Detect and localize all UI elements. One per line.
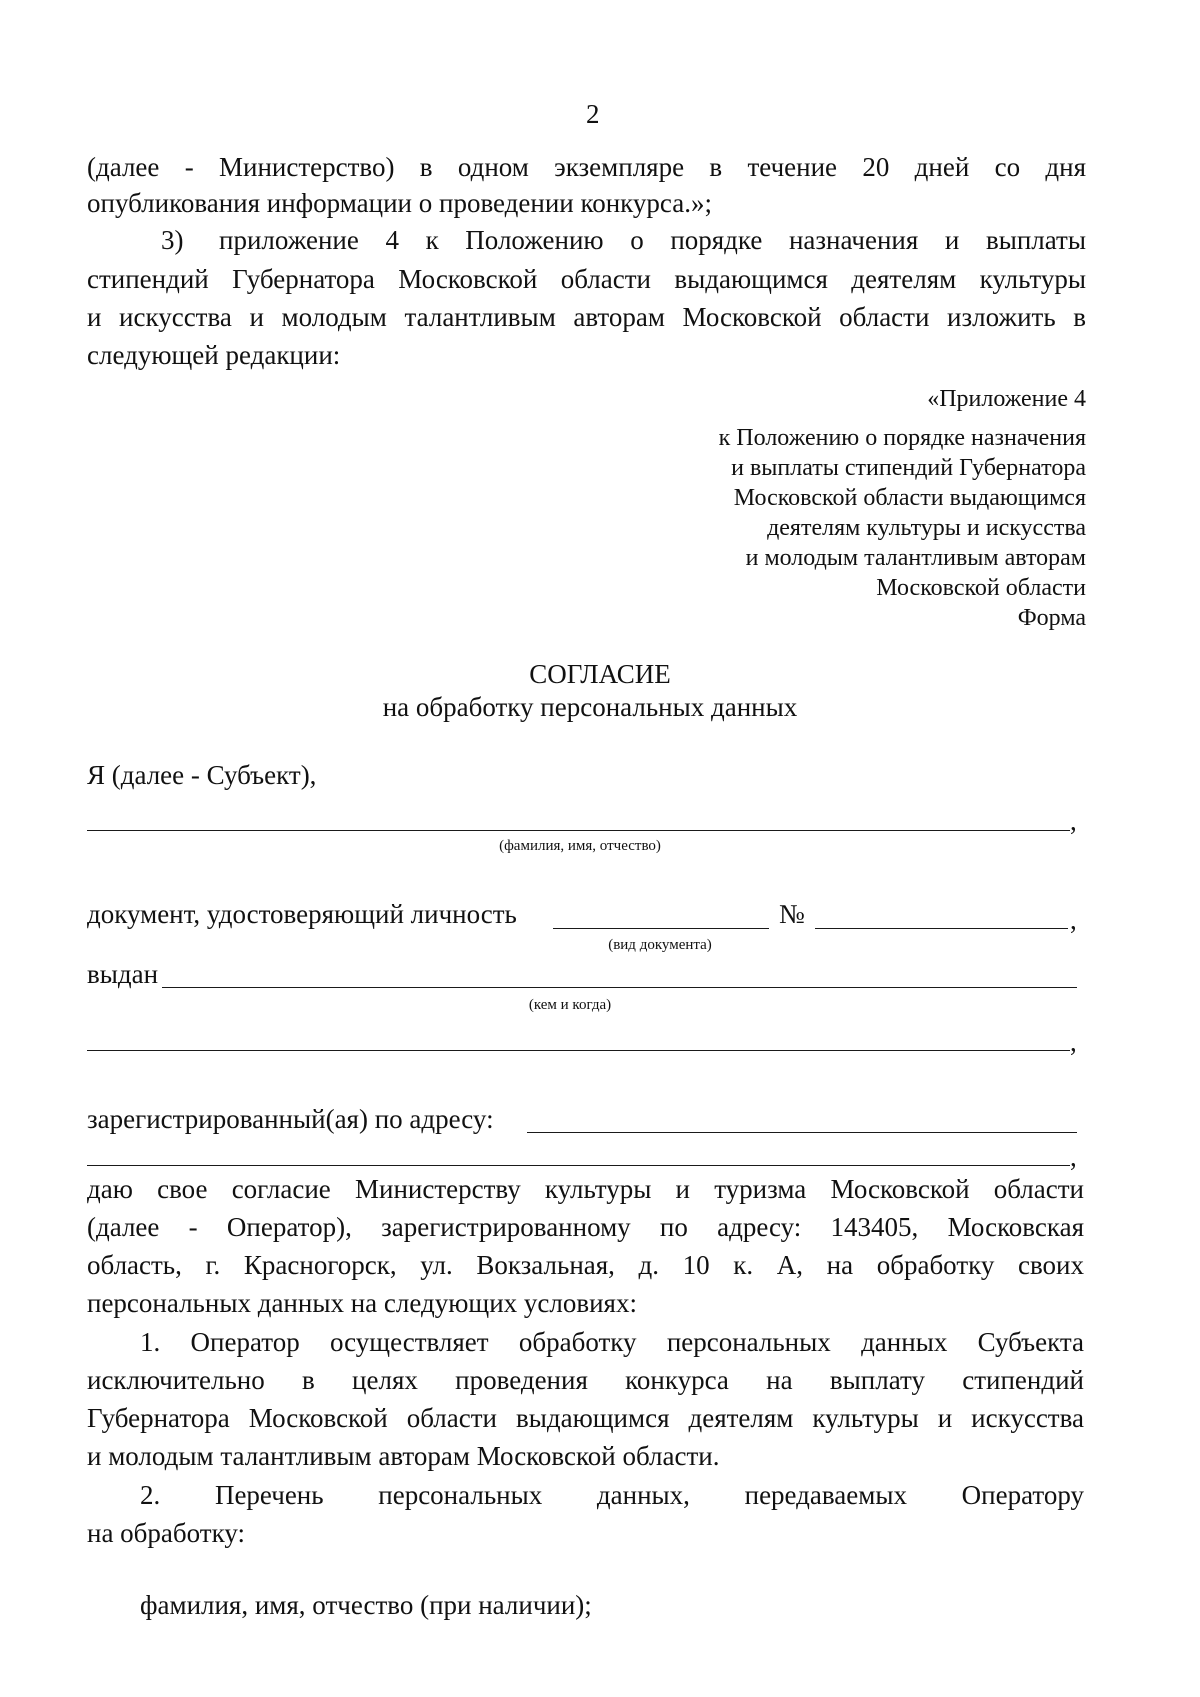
- number-sign: №: [779, 899, 805, 929]
- appendix-title: «Приложение 4: [927, 386, 1086, 412]
- fio-comma: ,: [1070, 806, 1077, 836]
- item3-number: 3): [161, 225, 184, 255]
- consent-line-3: область, г. Красногорск, ул. Вокзальная, д. 10 к. А, на обработку своих: [87, 1250, 1084, 1280]
- issued-line-2: [87, 1050, 1070, 1051]
- clause1-line-1: 1. Оператор осуществляет обработку персональных данных Субъекта: [140, 1327, 1084, 1357]
- document-title: СОГЛАСИЕ: [529, 659, 671, 689]
- form-label: Форма: [1017, 605, 1086, 631]
- document-caption: (вид документа): [608, 937, 712, 953]
- page-number: 2: [586, 99, 600, 129]
- item3-line-1: приложение 4 к Положению о порядке назначения и выплаты: [219, 225, 1086, 255]
- appendix-line: к Положению о порядке назначения: [718, 425, 1086, 451]
- subject-label: Я (далее - Субъект),: [87, 760, 317, 790]
- appendix-line: деятелям культуры и искусства: [767, 515, 1086, 541]
- clause1-line-4: и молодым талантливым авторам Московской области.: [87, 1441, 720, 1471]
- document-number-line: [815, 928, 1068, 929]
- clause1-line-2: исключительно в целях проведения конкурса на выплату стипендий: [87, 1365, 1084, 1395]
- document-comma: ,: [1070, 905, 1077, 935]
- appendix-line: и молодым талантливым авторам: [745, 545, 1086, 571]
- document-type-line: [553, 928, 769, 929]
- item3-line-2: стипендий Губернатора Московской области выдающимся деятелям культуры: [87, 264, 1086, 294]
- clause2-line-1: 2. Перечень персональных данных, передаваемых Оператору: [140, 1480, 1084, 1510]
- address-line: [527, 1132, 1077, 1133]
- address-comma: ,: [1070, 1142, 1077, 1172]
- address-label: зарегистрированный(ая) по адресу:: [87, 1104, 494, 1134]
- consent-line-2: (далее - Оператор), зарегистрированному по адресу: 143405, Московская: [87, 1212, 1084, 1242]
- fio-caption: (фамилия, имя, отчество): [499, 838, 661, 854]
- intro-line-1: (далее - Министерство) в одном экземпляре в течение 20 дней со дня: [87, 152, 1086, 182]
- issued-label: выдан: [87, 959, 159, 989]
- appendix-line: и выплаты стипендий Губернатора: [731, 455, 1086, 481]
- issued-caption: (кем и когда): [528, 997, 612, 1013]
- consent-line-4: персональных данных на следующих условиях:: [87, 1288, 637, 1318]
- address-line-2: [87, 1165, 1070, 1166]
- item3-line-4: следующей редакции:: [87, 340, 341, 370]
- appendix-line: Московской области: [876, 575, 1086, 601]
- fio-line: [87, 830, 1070, 831]
- intro-line-2: опубликования информации о проведении конкурса.»;: [87, 188, 712, 218]
- issued-comma: ,: [1070, 1027, 1077, 1057]
- document-label: документ, удостоверяющий личность: [87, 899, 517, 929]
- item3-line-3: и искусства и молодым талантливым авторам Московской области изложить в: [87, 302, 1086, 332]
- issued-line: [162, 987, 1077, 988]
- appendix-line: Московской области выдающимся: [733, 485, 1086, 511]
- clause1-line-3: Губернатора Московской области выдающимся деятелям культуры и искусства: [87, 1403, 1084, 1433]
- consent-line-1: даю свое согласие Министерству культуры и туризма Московской области: [87, 1174, 1084, 1204]
- document-subtitle: на обработку персональных данных: [382, 692, 798, 722]
- clause2-line-2: на обработку:: [87, 1518, 245, 1548]
- appendix-block: [719, 423, 1086, 633]
- list-item-fio: фамилия, имя, отчество (при наличии);: [140, 1590, 592, 1620]
